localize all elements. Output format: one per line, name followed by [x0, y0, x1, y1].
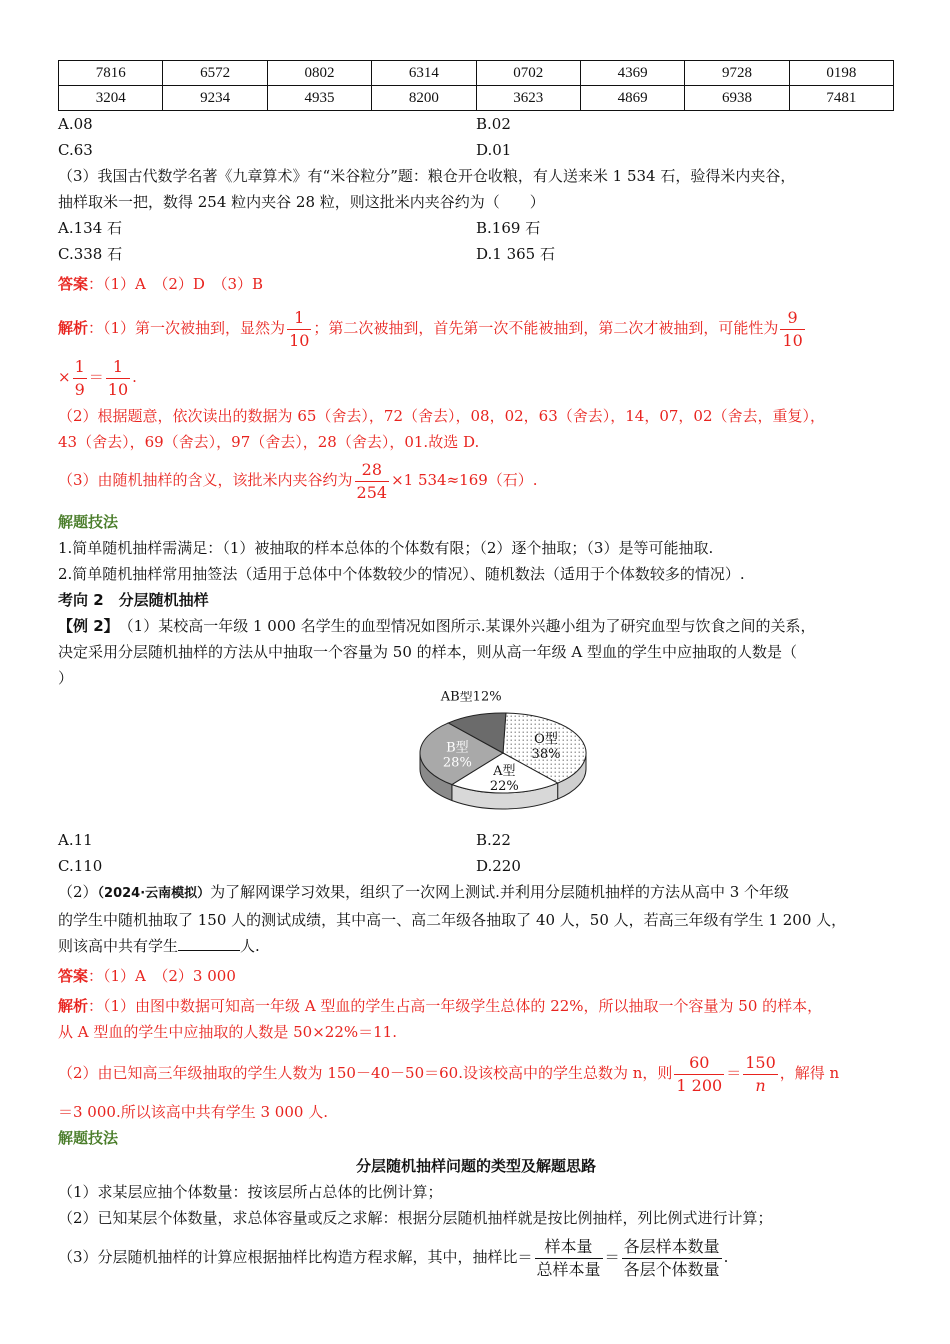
tips-title: 解题技法 [58, 1129, 119, 1147]
pie-chart-container [58, 691, 894, 827]
solution-paragraph [58, 993, 894, 1019]
option-row [58, 137, 894, 163]
solution-text: 从 A 型血的学生中应抽取的人数是 50×22%＝11. [58, 1023, 397, 1041]
option-d: D.220 [476, 857, 521, 875]
numerator: 1 [287, 307, 311, 330]
fraction [622, 1236, 722, 1281]
pie-label-value: 22% [489, 778, 519, 794]
question-text-line: 的学生中随机抽取了 150 人的测试成绩，其中高一、高二年级各抽取了 40 人，50 人，若高三年级有学生 1 200 人， [58, 911, 847, 929]
table-cell: 7481 [789, 86, 893, 111]
option-c: C.338 石 [58, 245, 123, 263]
numerator: 1 [106, 356, 130, 379]
section-heading: 考向 2 分层随机抽样 [58, 591, 209, 609]
table-cell: 8200 [372, 86, 476, 111]
tips-text: ＝ [604, 1248, 620, 1266]
question-text [58, 879, 894, 907]
numerator: 1 [73, 356, 87, 379]
table-cell: 0198 [789, 61, 893, 86]
table-cell: 4935 [267, 86, 371, 111]
option-c: C.63 [58, 141, 93, 159]
solution-text: ：（1）第一次被抽到，显然为 [88, 319, 286, 337]
table-cell: 4869 [580, 86, 684, 111]
tips-title: 解题技法 [58, 513, 119, 531]
solution-text: ＝3 000.所以该高中共有学生 3 000 人. [58, 1103, 328, 1121]
solution-text: （3）由随机抽样的含义，该批米内夹谷约为 [58, 471, 353, 489]
denominator: n [755, 1075, 766, 1095]
question-text-line: 人. [240, 937, 260, 955]
option-row [58, 827, 894, 853]
solution-text: （2）由已知高三年级抽取的学生人数为 150－40－50＝60.设该校高中的学生总数为 n，则 [58, 1064, 673, 1082]
table-row [59, 61, 894, 86]
question-text: 抽样取米一把，数得 254 粒内夹谷 28 粒，则这批米内夹谷约为（ ） [58, 193, 545, 211]
table-cell: 4369 [580, 61, 684, 86]
tips-line: 2.简单随机抽样常用抽签法（适用于总体中个体数较少的情况）、随机数法（适用于个体数较多的情况）. [58, 565, 745, 583]
table-cell: 6572 [163, 61, 267, 86]
example-label: 【例 2】 [58, 617, 112, 635]
option-c: C.110 [58, 857, 103, 875]
pie-label-category: O型 [534, 731, 558, 747]
answer-line [58, 963, 894, 989]
pie-label-value: 38% [531, 746, 561, 762]
solution-text: ＝ [88, 368, 104, 386]
option-b: B.22 [476, 831, 511, 849]
question-text [58, 933, 894, 959]
answer-text: ：（1）A （2）D （3）B [88, 275, 264, 293]
solution-text: （2）根据题意，依次读出的数据为 65（舍去），72（舍去），08，02，63（舍去），14，07，02（舍去，重复）， [58, 407, 826, 425]
numerator: 各层样本数量 [622, 1236, 722, 1259]
table-cell: 0702 [476, 61, 580, 86]
answer-label: 答案 [58, 967, 89, 985]
solution-paragraph [58, 1047, 894, 1099]
pie-label-category: A型 [493, 763, 516, 779]
solution-text: . [132, 368, 137, 386]
numerator: 60 [674, 1052, 724, 1075]
table-cell: 7816 [59, 61, 163, 86]
answer-line [58, 271, 894, 297]
pie-label-category: B型 [446, 740, 469, 756]
example-text-line: 决定采用分层随机抽样的方法从中抽取一个容量为 50 的样本，则从高一年级 A 型血的学生中应抽取的人数是（ [58, 643, 797, 661]
solution-paragraph [58, 455, 894, 505]
solution-text: ×1 534≈169（石）. [391, 471, 538, 489]
solution-label: 解析 [58, 997, 89, 1015]
tips-line: （1）求某层应抽个体数量：按该层所占总体的比例计算； [58, 1183, 443, 1201]
option-row [58, 215, 894, 241]
numerator: 9 [780, 307, 804, 330]
fraction [73, 356, 87, 401]
pie-label-value: 28% [442, 755, 472, 771]
solution-text: ；第二次被抽到，首先第一次不能被抽到，第二次才被抽到，可能性为 [313, 319, 779, 337]
solution-text: × [58, 368, 71, 386]
table-cell: 9728 [685, 61, 789, 86]
question-text-line: 则该高中共有学生 [58, 937, 179, 955]
table-cell: 9234 [163, 86, 267, 111]
option-b: B.169 石 [476, 219, 541, 237]
answer-label: 答案 [58, 275, 89, 293]
example-text-line: （1）某校高一年级 1 000 名学生的血型情况如图所示.某课外兴趣小组为了研究血型与饮食之间的关系， [111, 617, 816, 635]
solution-text: 43（舍去），69（舍去），97（舍去），28（舍去），01.故选 D. [58, 433, 480, 451]
question-source: （2024·云南模拟） [97, 886, 211, 901]
numerator: 28 [355, 459, 390, 482]
option-row [58, 241, 894, 267]
fraction [674, 1052, 724, 1097]
denominator: 254 [356, 482, 388, 502]
option-d: D.1 365 石 [476, 245, 555, 263]
table-cell: 3204 [59, 86, 163, 111]
solution-paragraph [58, 303, 894, 353]
example-text-line: ） [58, 669, 74, 687]
option-a: A.134 石 [58, 219, 122, 237]
solution-paragraph [58, 353, 894, 401]
denominator: 各层个体数量 [623, 1259, 720, 1279]
question-text: （3）我国古代数学名著《九章算术》有“米谷粒分”题：粮仓开仓收粮，有人送来米 1 534 石，验得米内夹谷， [58, 167, 796, 185]
blood-type-pie-chart [58, 691, 894, 827]
fraction [743, 1052, 778, 1097]
table-cell: 3623 [476, 86, 580, 111]
solution-text: ：（1）由图中数据可知高一年级 A 型血的学生占高一年级学生总体的 22%，所以抽取一个容量为 50 的样本， [88, 997, 823, 1015]
denominator: 9 [74, 379, 85, 399]
table-row [59, 86, 894, 111]
fraction [287, 307, 311, 352]
answer-text: ：（1）A （2）3 000 [88, 967, 236, 985]
solution-text: ＝ [726, 1064, 742, 1082]
table-cell: 6938 [685, 86, 789, 111]
question-text-line: 为了解网课学习效果，组织了一次网上测试.并利用分层随机抽样的方法从高中 3 个年级 [210, 883, 790, 901]
option-d: D.01 [476, 141, 512, 159]
answer-blank[interactable] [178, 936, 240, 951]
denominator: 总样本量 [536, 1259, 601, 1279]
table-cell: 6314 [372, 61, 476, 86]
option-a: A.08 [58, 115, 93, 133]
tips-line: 1.简单随机抽样需满足：（1）被抽取的样本总体的个体数有限；（2）逐个抽取；（3）是等可能抽取. [58, 539, 714, 557]
tips-heading: 分层随机抽样问题的类型及解题思路 [355, 1157, 596, 1175]
random-number-table [58, 60, 894, 111]
option-b: B.02 [476, 115, 511, 133]
numerator: 样本量 [535, 1236, 603, 1259]
tips-line [58, 1231, 894, 1283]
option-row [58, 853, 894, 879]
solution-label: 解析 [58, 319, 89, 337]
tips-text: （3）分层随机抽样的计算应根据抽样比构造方程求解，其中，抽样比＝ [58, 1248, 533, 1266]
fraction [780, 307, 804, 352]
solution-text: ，解得 n [779, 1064, 840, 1082]
numerator: 150 [743, 1052, 778, 1075]
denominator: 1 200 [676, 1075, 723, 1095]
denominator: 10 [782, 330, 803, 350]
pie-label: AB型12% [440, 691, 502, 705]
table-cell: 0802 [267, 61, 371, 86]
fraction [106, 356, 130, 401]
denominator: 10 [289, 330, 310, 350]
document-page [58, 60, 894, 1283]
tips-line: （2）已知某层个体数量，求总体容量或反之求解：根据分层随机抽样就是按比例抽样，列比例式进行计算； [58, 1209, 773, 1227]
option-a: A.11 [58, 831, 93, 849]
denominator: 10 [107, 379, 129, 399]
question-number: （2） [58, 883, 98, 901]
tips-text: . [723, 1248, 729, 1266]
option-row [58, 111, 894, 137]
fraction [535, 1236, 603, 1281]
fraction [355, 459, 390, 504]
example-text [58, 613, 894, 639]
